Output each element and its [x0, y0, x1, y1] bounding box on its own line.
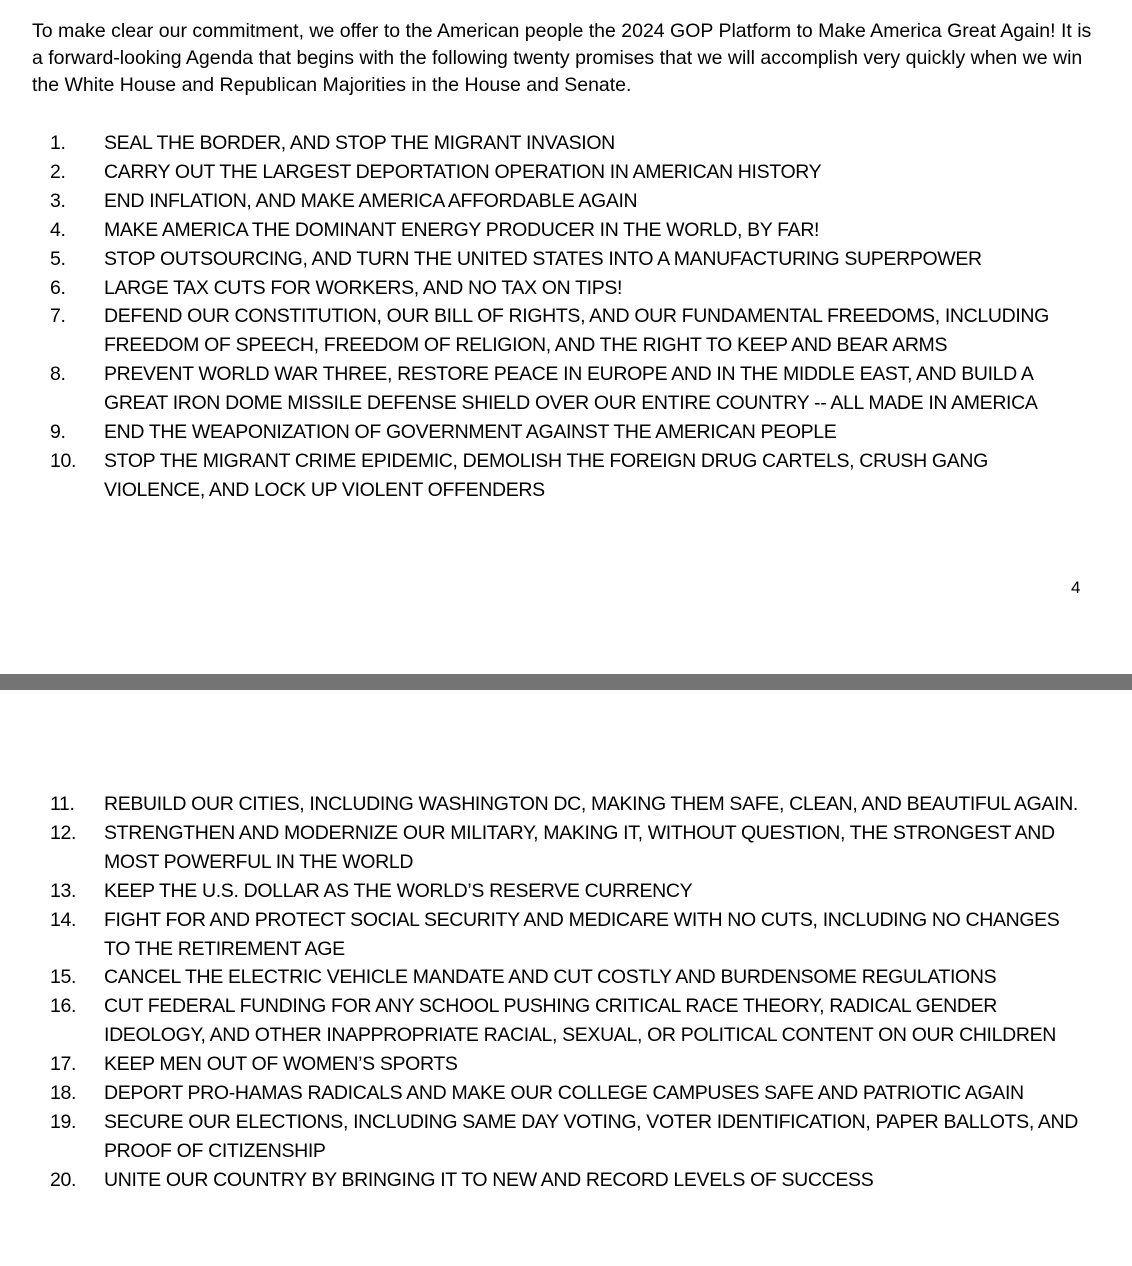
list-item — [0, 274, 1132, 303]
list-item — [0, 1079, 1132, 1108]
item-text: SEAL THE BORDER, AND STOP THE MIGRANT INVASION — [104, 132, 615, 154]
list-item — [0, 992, 1132, 1050]
item-text: STRENGTHEN AND MODERNIZE OUR MILITARY, MAKING IT, WITHOUT QUESTION, THE STRONGEST AND MOST POWERFUL IN THE WORLD — [104, 821, 1055, 873]
item-number: 7. — [50, 305, 66, 328]
intro-paragraph: To make clear our commitment, we offer to the American people the 2024 GOP Platform to Make America Great Again! It is a forward-looking Agenda that begins with the following twenty promises that we will accomplish very quickly when we win the White House and Republican Majorities in the House and Senate. — [32, 20, 1092, 96]
promise-list-top — [0, 129, 1132, 505]
list-item — [0, 1050, 1132, 1079]
item-number: 17. — [50, 1053, 77, 1076]
page-number: 4 — [1071, 578, 1081, 597]
item-number: 18. — [50, 1082, 77, 1105]
item-number: 12. — [50, 821, 77, 844]
list-item — [0, 129, 1132, 158]
list-item — [0, 245, 1132, 274]
item-number: 1. — [50, 132, 66, 154]
item-number: 6. — [50, 276, 66, 299]
item-text: MAKE AMERICA THE DOMINANT ENERGY PRODUCER IN THE WORLD, BY FAR! — [104, 218, 820, 241]
item-number: 16. — [50, 995, 77, 1018]
list-item — [0, 1108, 1132, 1166]
item-number: 9. — [50, 421, 66, 444]
item-number: 2. — [50, 160, 66, 183]
item-number: 11. — [50, 793, 75, 815]
list-item — [0, 819, 1132, 877]
item-text: STOP THE MIGRANT CRIME EPIDEMIC, DEMOLISH THE FOREIGN DRUG CARTELS, CRUSH GANG VIOLENCE, AND LOCK UP VIOLENT OFFENDERS — [104, 449, 988, 501]
item-text: DEPORT PRO-HAMAS RADICALS AND MAKE OUR COLLEGE CAMPUSES SAFE AND PATRIOTIC AGAIN — [104, 1082, 1024, 1105]
item-text: UNITE OUR COUNTRY BY BRINGING IT TO NEW AND RECORD LEVELS OF SUCCESS — [104, 1168, 874, 1191]
document-page-bottom — [0, 690, 1132, 1266]
item-text: DEFEND OUR CONSTITUTION, OUR BILL OF RIGHTS, AND OUR FUNDAMENTAL FREEDOMS, INCLUDING FREEDOM OF SPEECH, FREEDOM OF RELIGION, AND THE RIGHT TO KEEP AND BEAR ARMS — [104, 305, 1049, 357]
item-text: LARGE TAX CUTS FOR WORKERS, AND NO TAX ON TIPS! — [104, 276, 623, 299]
item-text: KEEP MEN OUT OF WOMEN’S SPORTS — [104, 1053, 458, 1076]
list-item — [0, 360, 1132, 418]
item-text: CUT FEDERAL FUNDING FOR ANY SCHOOL PUSHING CRITICAL RACE THEORY, RADICAL GENDER IDEOLOGY, AND OTHER INAPPROPRIATE RACIAL, SEXUAL, OR POLITICAL CONTENT ON OUR CHILDREN — [104, 995, 1056, 1047]
list-item — [0, 447, 1132, 505]
item-text: FIGHT FOR AND PROTECT SOCIAL SECURITY AND MEDICARE WITH NO CUTS, INCLUDING NO CHANGES TO THE RETIREMENT AGE — [104, 908, 1060, 960]
item-text: CARRY OUT THE LARGEST DEPORTATION OPERATION IN AMERICAN HISTORY — [104, 160, 822, 183]
item-number: 4. — [50, 218, 66, 241]
item-text: END THE WEAPONIZATION OF GOVERNMENT AGAINST THE AMERICAN PEOPLE — [104, 421, 837, 444]
list-item — [0, 877, 1132, 906]
list-item — [0, 187, 1132, 216]
list-item — [0, 790, 1132, 819]
item-number: 10. — [50, 449, 77, 472]
item-number: 8. — [50, 363, 66, 386]
item-text: END INFLATION, AND MAKE AMERICA AFFORDABLE AGAIN — [104, 189, 638, 212]
list-item — [0, 302, 1132, 360]
item-number: 3. — [50, 189, 66, 212]
list-item — [0, 158, 1132, 187]
list-item — [0, 1166, 1132, 1195]
item-number: 19. — [50, 1110, 77, 1133]
item-text: KEEP THE U.S. DOLLAR AS THE WORLD’S RESERVE CURRENCY — [104, 879, 693, 902]
list-item — [0, 418, 1132, 447]
list-item — [0, 906, 1132, 964]
item-text: CANCEL THE ELECTRIC VEHICLE MANDATE AND CUT COSTLY AND BURDENSOME REGULATIONS — [104, 966, 997, 989]
item-number: 14. — [50, 908, 77, 931]
item-text: REBUILD OUR CITIES, INCLUDING WASHINGTON DC, MAKING THEM SAFE, CLEAN, AND BEAUTIFUL AGAIN. — [104, 793, 1078, 815]
item-number: 15. — [50, 966, 77, 989]
promise-list-bottom — [0, 790, 1132, 1195]
item-number: 20. — [50, 1168, 77, 1191]
item-text: SECURE OUR ELECTIONS, INCLUDING SAME DAY VOTING, VOTER IDENTIFICATION, PAPER BALLOTS, AND PROOF OF CITIZENSHIP — [104, 1110, 1078, 1162]
list-item — [0, 963, 1132, 992]
item-text: STOP OUTSOURCING, AND TURN THE UNITED STATES INTO A MANUFACTURING SUPERPOWER — [104, 247, 982, 270]
item-number: 5. — [50, 247, 66, 270]
item-text: PREVENT WORLD WAR THREE, RESTORE PEACE IN EUROPE AND IN THE MIDDLE EAST, AND BUILD A GREAT IRON DOME MISSILE DEFENSE SHIELD OVER OUR ENTIRE COUNTRY -- ALL MADE IN AMERICA — [104, 363, 1038, 415]
list-item — [0, 216, 1132, 245]
page-separator — [0, 674, 1132, 690]
item-number: 13. — [50, 879, 77, 902]
